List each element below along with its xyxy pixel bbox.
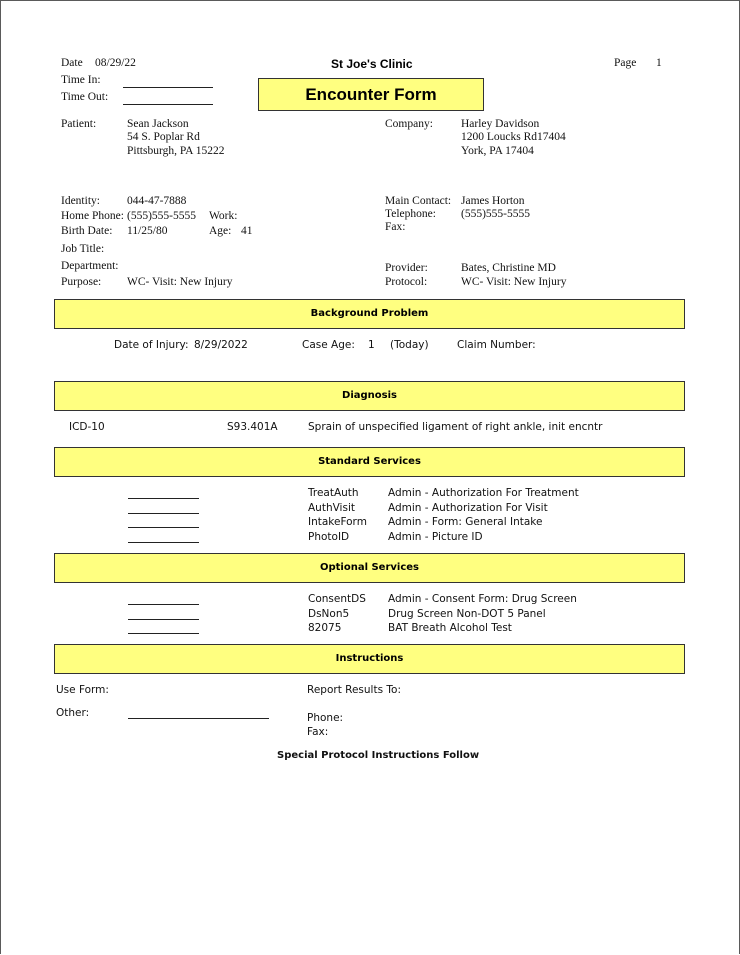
birth-date-label: Birth Date: [61, 225, 113, 237]
claim-number-label: Claim Number: [457, 339, 536, 351]
company-label: Company: [385, 118, 433, 130]
phone-label: Phone: [307, 712, 344, 724]
use-form-label: Use Form: [56, 684, 109, 696]
date-of-injury-value: 8/29/2022 [194, 339, 248, 351]
service-checkline [128, 619, 199, 620]
identity-label: Identity: [61, 195, 100, 207]
date-value: 08/29/22 [95, 57, 136, 69]
home-phone-label: Home Phone: [61, 210, 124, 222]
main-contact-value: James Horton [461, 195, 525, 207]
telephone-value: (555)555-5555 [461, 208, 530, 220]
service-checkline [128, 527, 199, 528]
service-checkline [128, 498, 199, 499]
service-code: TreatAuth [308, 487, 359, 499]
service-code: IntakeForm [308, 516, 367, 528]
diagnosis-heading: Diagnosis [54, 381, 685, 411]
service-checkline [128, 633, 199, 634]
service-checkline [128, 542, 199, 543]
age-value: 41 [241, 225, 253, 237]
department-label: Department: [61, 260, 119, 272]
fax-label-instructions: Fax: [307, 726, 329, 738]
other-label: Other: [56, 707, 90, 719]
purpose-label: Purpose: [61, 276, 102, 288]
page-number: 1 [656, 57, 662, 69]
time-in-line [123, 87, 213, 88]
birth-date-value: 11/25/80 [127, 225, 168, 237]
time-in-label: Time In: [61, 74, 101, 86]
patient-label: Patient: [61, 118, 97, 130]
service-description: BAT Breath Alcohol Test [388, 622, 512, 634]
clinic-name: St Joe's Clinic [331, 57, 413, 71]
company-name: Harley Davidson [461, 118, 540, 130]
main-contact-label: Main Contact: [385, 195, 452, 207]
time-out-label: Time Out: [61, 91, 109, 103]
job-title-label: Job Title: [61, 243, 105, 255]
service-code: 82075 [308, 622, 342, 634]
patient-address-line1: 54 S. Poplar Rd [127, 131, 200, 143]
service-description: Admin - Form: General Intake [388, 516, 543, 528]
service-code: PhotoID [308, 531, 350, 543]
case-age-label: Case Age: [302, 339, 355, 351]
service-description: Drug Screen Non-DOT 5 Panel [388, 608, 546, 620]
protocol-value: WC- Visit: New Injury [461, 276, 567, 288]
provider-label: Provider: [385, 262, 428, 274]
company-address-line1: 1200 Loucks Rd17404 [461, 131, 566, 143]
case-age-note: (Today) [390, 339, 429, 351]
optional-services-heading: Optional Services [54, 553, 685, 583]
service-description: Admin - Consent Form: Drug Screen [388, 593, 577, 605]
home-phone-value: (555)555-5555 [127, 210, 196, 222]
case-age-value: 1 [368, 339, 375, 351]
diagnosis-description: Sprain of unspecified ligament of right ankle, init encntr [308, 421, 603, 433]
service-code: ConsentDS [308, 593, 366, 605]
service-code: AuthVisit [308, 502, 355, 514]
purpose-value: WC- Visit: New Injury [127, 276, 233, 288]
instructions-heading: Instructions [54, 644, 685, 674]
background-problem-heading: Background Problem [54, 299, 685, 329]
diagnosis-code: S93.401A [227, 421, 278, 433]
standard-services-heading: Standard Services [54, 447, 685, 477]
patient-name: Sean Jackson [127, 118, 189, 130]
form-title: Encounter Form [258, 78, 484, 111]
service-description: Admin - Picture ID [388, 531, 483, 543]
service-code: DsNon5 [308, 608, 350, 620]
diagnosis-code-system: ICD-10 [69, 421, 105, 433]
provider-value: Bates, Christine MD [461, 262, 556, 274]
service-description: Admin - Authorization For Visit [388, 502, 548, 514]
service-description: Admin - Authorization For Treatment [388, 487, 579, 499]
time-out-line [123, 104, 213, 105]
special-protocol-note: Special Protocol Instructions Follow [277, 750, 480, 761]
identity-value: 044-47-7888 [127, 195, 187, 207]
service-checkline [128, 513, 199, 514]
work-label: Work: [209, 210, 238, 222]
report-results-label: Report Results To: [307, 684, 401, 696]
page-label: Page [614, 57, 637, 69]
patient-address-line2: Pittsburgh, PA 15222 [127, 145, 225, 157]
date-of-injury-label: Date of Injury: [114, 339, 189, 351]
telephone-label: Telephone: [385, 208, 436, 220]
age-label: Age: [209, 225, 232, 237]
protocol-label: Protocol: [385, 276, 428, 288]
service-checkline [128, 604, 199, 605]
other-line [128, 718, 269, 719]
date-label: Date [61, 57, 83, 69]
company-address-line2: York, PA 17404 [461, 145, 534, 157]
fax-label: Fax: [385, 221, 406, 233]
